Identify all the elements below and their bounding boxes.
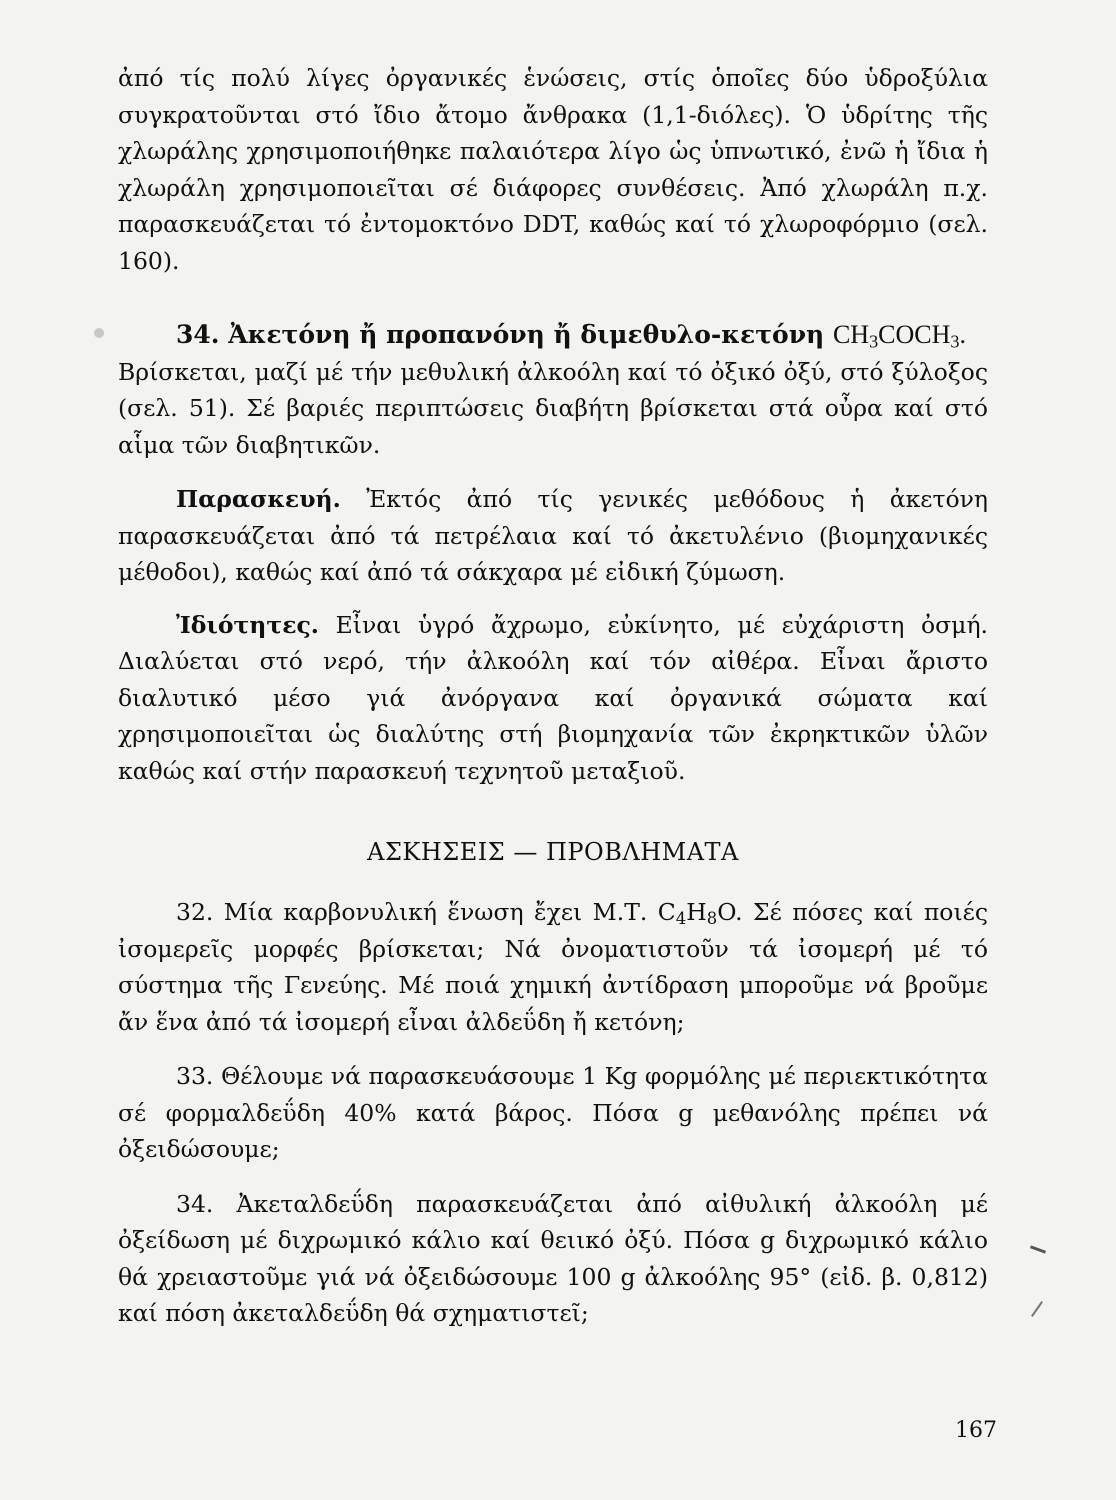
problem-33: 33. Θέλουμε νά παρασκευάσουμε 1 Kg φορμόλης μέ περιεκτικότητα σέ φορμαλδεΰδη 40% κατά βάρος. Πόσα g μεθανόλης πρέπει νά ὀξειδώσουμε; bbox=[118, 1062, 988, 1163]
formula-subscript-2: 3 bbox=[950, 331, 960, 352]
preparation-paragraph bbox=[118, 481, 988, 591]
section-34-body: Βρίσκεται, μαζί μέ τήν μεθυλική ἀλκοόλη καί τό ὀξικό ὀξύ, στό ξύλοξος (σελ. 51). Σέ βαριές περιπτώσεις διαβήτη βρίσκεται στά οὖρα καί στό αἷμα τῶν διαβητικῶν. bbox=[118, 357, 988, 459]
page-number: 167 bbox=[955, 1418, 997, 1443]
margin-pen-mark bbox=[1030, 1245, 1046, 1253]
problem-32-part-a: 32. Μία καρβονυλική ἕνωση ἔχει Μ.Τ. C bbox=[176, 898, 676, 926]
problems-title: ΑΣΚΗΣΕΙΣ — ΠΡΟΒΛΗΜΑΤΑ bbox=[367, 838, 739, 866]
problem-34: 34. Ἀκεταλδεΰδη παρασκευάζεται ἀπό αἰθυλική ἀλκοόλη μέ ὀξείδωση μέ διχρωμικό κάλιο καί θειικό ὀξύ. Πόσα g διχρωμικό κάλιο θά χρειαστοῦμε γιά νά ὀξειδώσουμε 100 g ἀλκοόλης 95° (εἰδ. β. 0,812) καί πόση ἀκεταλδεΰδη θά σχηματιστεῖ; bbox=[118, 1189, 988, 1327]
margin-pen-mark-2 bbox=[1031, 1301, 1043, 1317]
acetone-formula bbox=[832, 320, 966, 352]
problem-32-subscript-1: 4 bbox=[675, 909, 687, 929]
properties-heading: Ἰδιότητες. bbox=[176, 610, 319, 639]
margin-dot-mark bbox=[94, 328, 104, 338]
problem-32-part-c: O. Σέ πόσες καί ποιές ἰσομερεῖς μορφές βρίσκεται; Νά ὀνοματιστοῦν τά ἰσομερή μέ τό σύστημα τῆς Γενεύης. Μέ ποιά χημική ἀντίδραση μποροῦμε νά βροῦμε ἄν ἕνα ἀπό τά ἰσομερή εἶναι ἀλδεΰδη ἤ κετόνη; bbox=[118, 898, 989, 1036]
properties-body: Εἶναι ὑγρό ἄχρωμο, εὐκίνητο, μέ εὐχάριστη ὀσμή. Διαλύεται στό νερό, τήν ἀλκοόλη καί τόν αἰθέρα. Εἶναι ἄριστο διαλυτικό μέσο γιά ἀνόργανα καί ὀργανικά σώματα καί χρησιμοποιεῖται ὡς διαλύτης στή βιομηχανία τῶν ἐκρηκτικῶν ὑλῶν καθώς καί στήν παρασκευή τεχνητοῦ μεταξιοῦ. bbox=[118, 610, 988, 785]
section-34-heading-text: 34. Ἀκετόνη ἤ προπανόνη ἤ διμεθυλο-κετόνη bbox=[176, 320, 825, 349]
problem-32-subscript-2: 8 bbox=[706, 909, 718, 929]
section-34-paragraph bbox=[118, 317, 988, 463]
formula-part-b: COCH bbox=[878, 320, 951, 349]
section-34-heading bbox=[176, 320, 966, 352]
intro-paragraph: ἀπό τίς πολύ λίγες ὀργανικές ἑνώσεις, στίς ὁποῖες δύο ὑδροξύλια συγκρατοῦνται στό ἴδιο ἄτομο ἄνθρακα (1,1-διόλες). Ὁ ὑδρίτης τῆς χλωράλης χρησιμοποιήθηκε παλαιότερα λίγο ὡς ὑπνωτικό, ἐνῶ ἡ ἴδια ἡ χλωράλη χρησιμοποιεῖται σέ διάφορες συνθέσεις. Ἀπό χλωράλη π.χ. παρασκευάζεται τό ἐντομοκτόνο DDT, καθώς καί τό χλωροφόρμιο (σελ. 160). bbox=[118, 64, 988, 275]
properties-paragraph bbox=[118, 607, 988, 790]
preparation-heading: Παρασκευή. bbox=[176, 485, 341, 513]
problem-32-part-b: H bbox=[686, 898, 707, 926]
problem-32 bbox=[118, 894, 988, 1040]
formula-subscript-1: 3 bbox=[869, 331, 879, 352]
formula-part-a: CH bbox=[832, 320, 870, 349]
preparation-body: Ἐκτός ἀπό τίς γενικές μεθόδους ἡ ἀκετόνη παρασκευάζεται ἀπό τά πετρέλαια καί τό ἀκετυλένιο (βιομηχανικές μέθοδοι), καθώς καί ἀπό τά σάκχαρα μέ εἰδική ζύμωση. bbox=[118, 485, 988, 586]
formula-period: . bbox=[959, 320, 966, 349]
page-body bbox=[118, 60, 988, 1332]
